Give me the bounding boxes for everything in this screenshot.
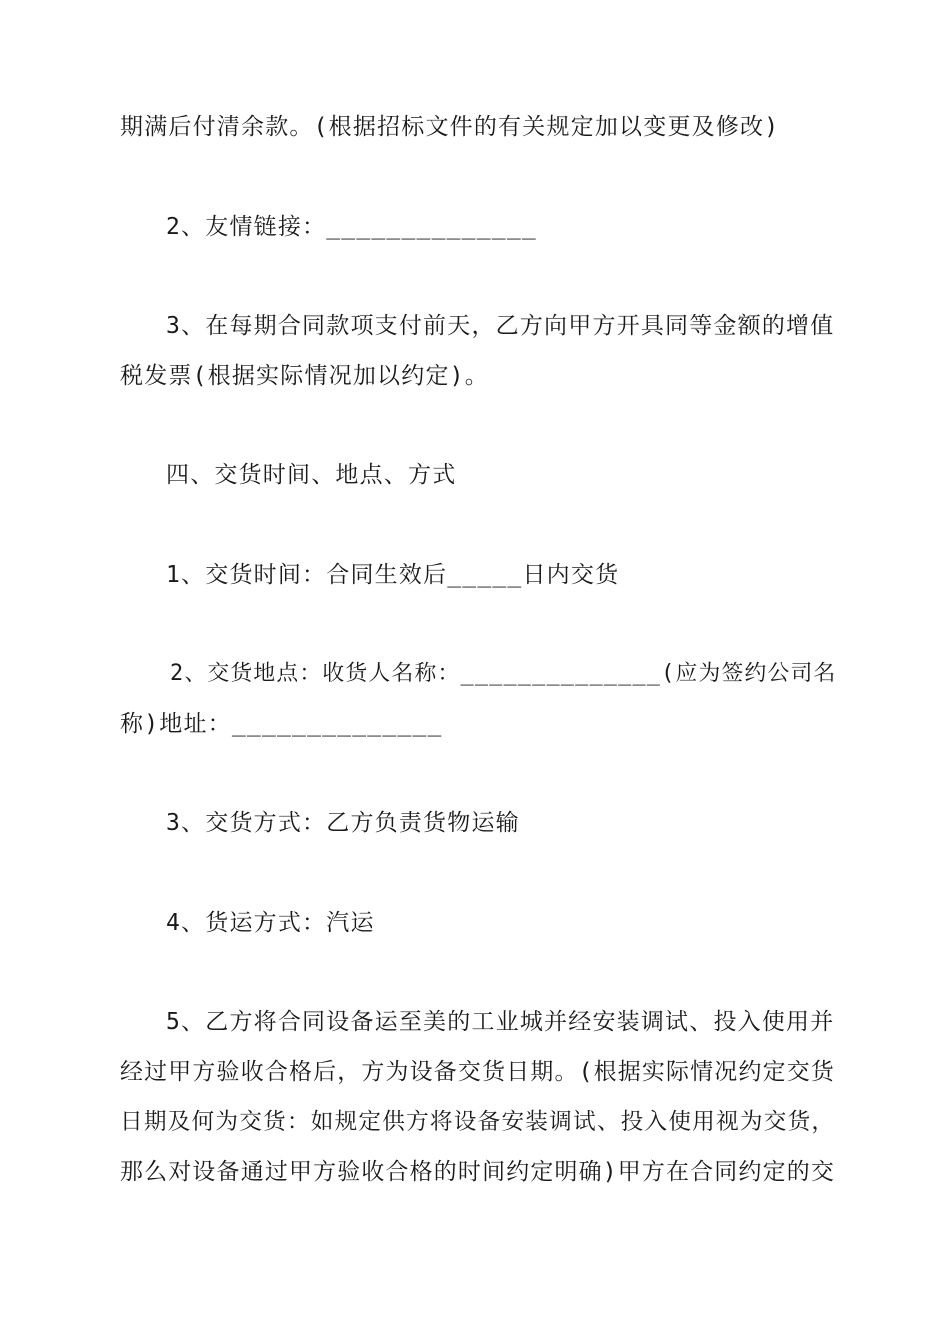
text-line: 1、交货时间：合同生效后_____日内交货 [166,562,620,588]
text-line: 5、乙方将合同设备运至美的工业城并经安装调试、投入使用并 [166,1009,835,1035]
text-line: 3、在每期合同款项支付前天，乙方向甲方开具同等金额的增值 [166,313,835,339]
text-line: 2、友情链接：______________ [166,214,537,240]
text-line: 经过甲方验收合格后，方为设备交货日期。(根据实际情况约定交货 [120,1059,835,1085]
text-line: 那么对设备通过甲方验收合格的时间约定明确)甲方在合同约定的交 [120,1159,835,1185]
text-line: 期满后付清余款。(根据招标文件的有关规定加以变更及修改) [120,114,780,140]
text-line: 称)地址：______________ [120,711,443,737]
section-heading: 四、交货时间、地点、方式 [166,462,457,488]
text-line: 税发票(根据实际情况加以约定)。 [120,363,489,389]
text-line: 2、交货地点：收货人名称：______________(应为签约公司名 [170,661,837,686]
text-line: 4、货运方式：汽运 [166,910,375,936]
text-line: 日期及何为交货：如规定供方将设备安装调试、投入使用视为交货， [120,1109,836,1135]
text-line: 3、交货方式：乙方负责货物运输 [166,810,520,836]
